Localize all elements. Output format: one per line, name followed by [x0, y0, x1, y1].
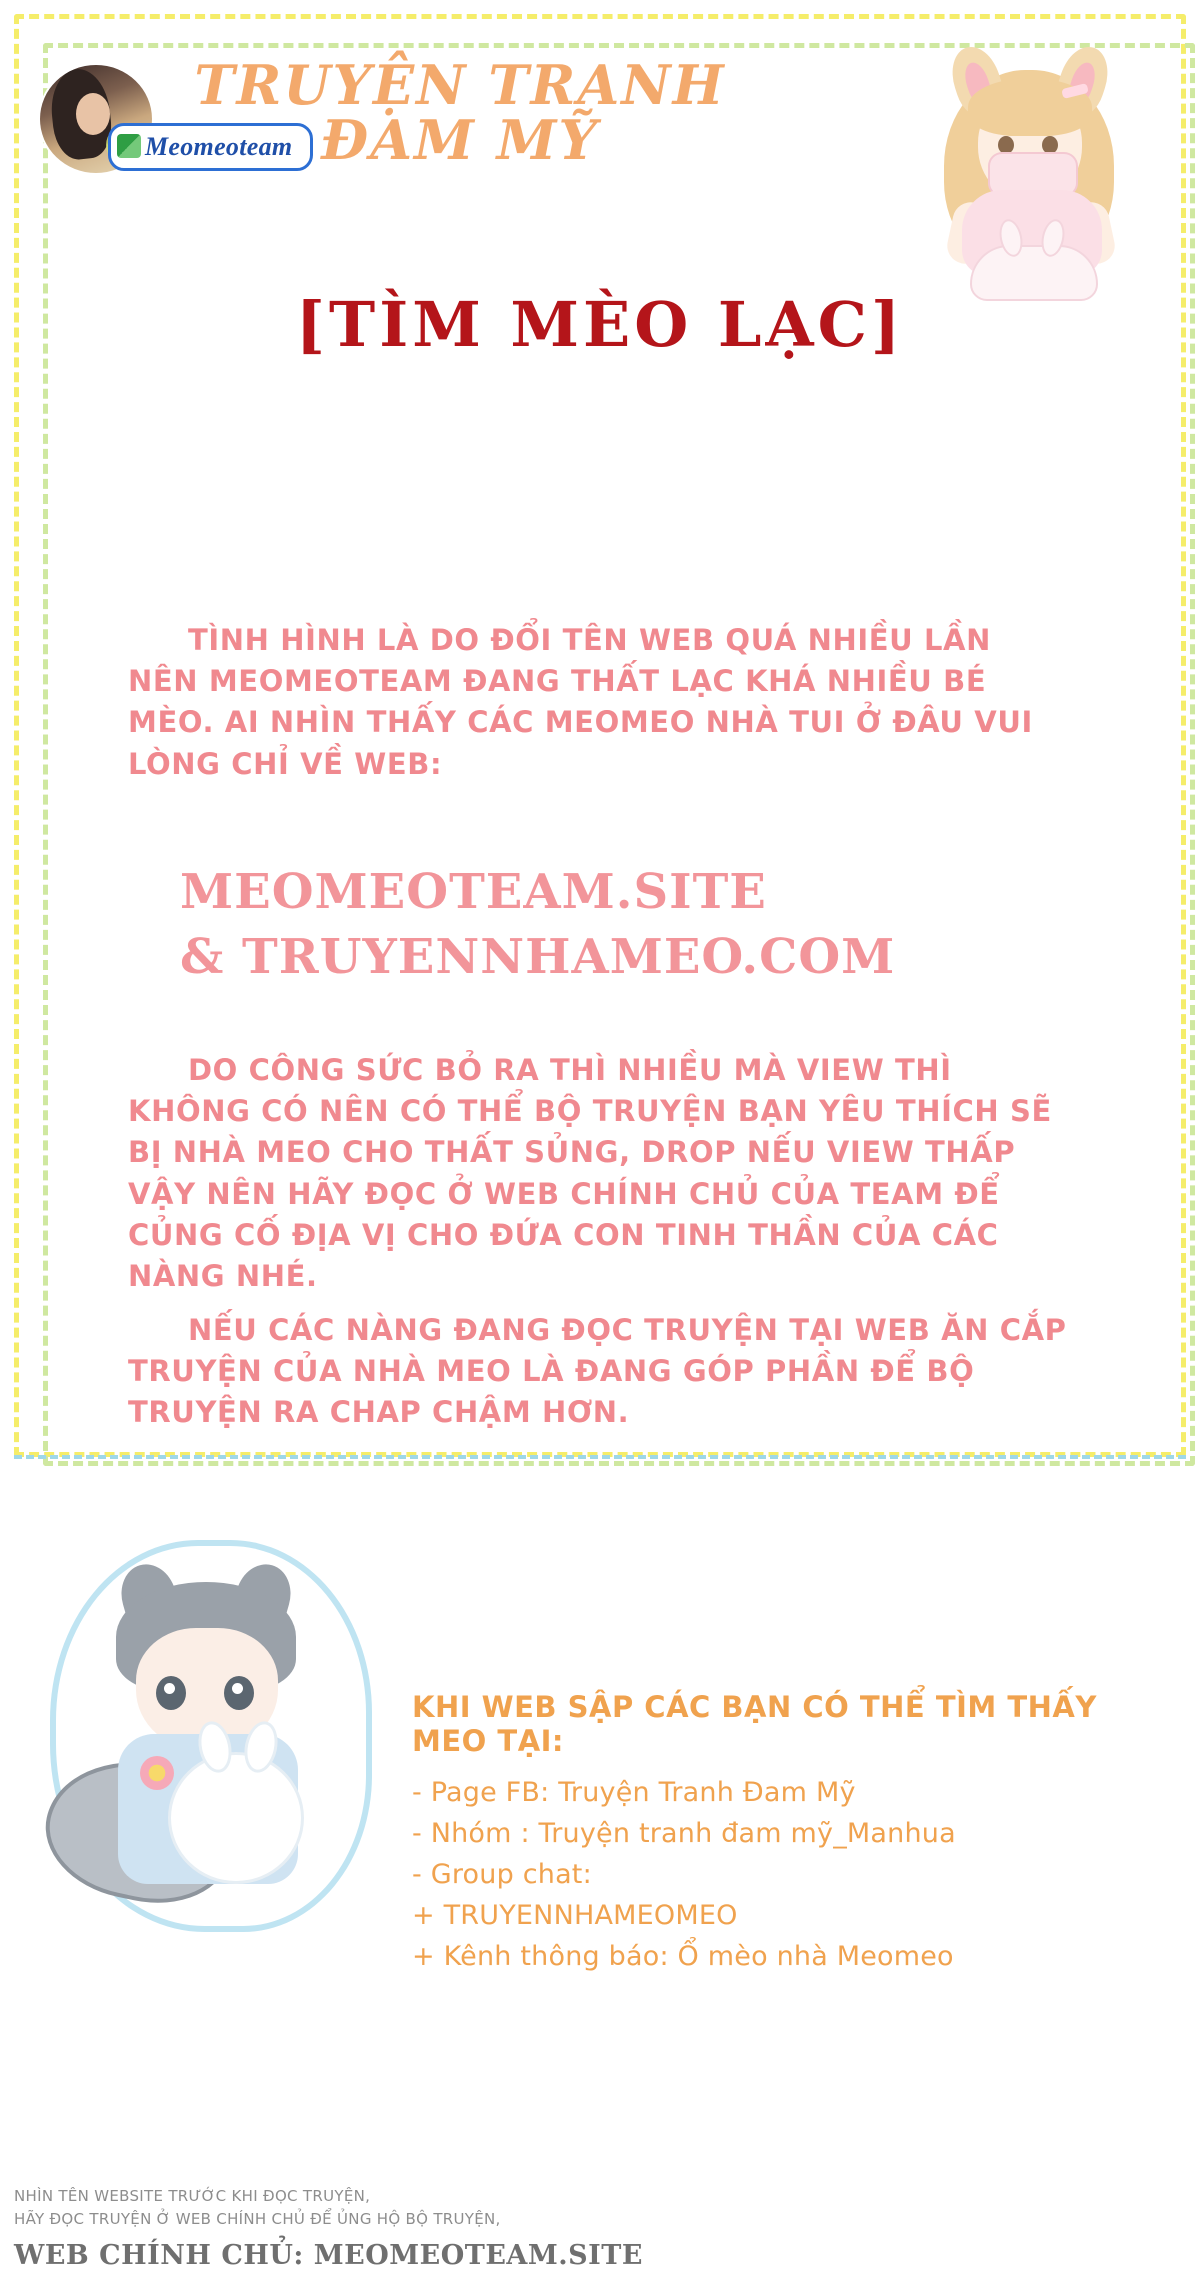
- contact-line-channel: + Kênh thông báo: Ổ mèo nhà Meomeo: [412, 1941, 954, 1973]
- page-title: [TÌM MÈO LẠC]: [295, 288, 905, 361]
- contact-title: KHI WEB SẬP CÁC BẠN CÓ THỂ TÌM THẤY MEO TẠI:: [412, 1690, 1097, 1758]
- site-url-secondary: & TRUYENNHAMEO.COM: [180, 928, 896, 985]
- wolf-boy-eye-left: [156, 1676, 186, 1710]
- site-url-primary: MEOMEOTEAM.SITE: [180, 864, 767, 920]
- notice-paragraph-2: DO CÔNG SỨC BỎ RA THÌ NHIỀU MÀ VIEW THÌ KHÔNG CÓ NÊN CÓ THỂ BỘ TRUYỆN BẠN YÊU THÍCH SẼ BỊ NHÀ MEO CHO THẤT SỦNG, DROP NẾU VIEW THẤP VẬY NÊN HÃY ĐỌC Ở WEB CHÍNH CHỦ CỦA TEAM ĐỂ CỦNG CỐ ĐỊA VỊ CHO ĐỨA CON TINH THẦN CỦA CÁC NÀNG NHÉ.: [128, 1053, 1052, 1293]
- footer: [14, 2185, 1186, 2271]
- notice-paragraph-1: TÌNH HÌNH LÀ DO ĐỔI TÊN WEB QUÁ NHIỀU LẦN NÊN MEOMEOTEAM ĐANG THẤT LẠC KHÁ NHIỀU BÉ MÈO. AI NHÌN THẤY CÁC MEOMEO NHÀ TUI Ở ĐÂU VUI LÒNG CHỈ VỀ WEB:: [128, 623, 1033, 781]
- official-sites: [180, 860, 1120, 990]
- chibi-wolf-boy-illustration: [40, 1520, 370, 1940]
- footer-note-line1: NHÌN TÊN WEBSITE TRƯỚC KHI ĐỌC TRUYỆN,: [14, 2187, 371, 2205]
- bunny-plush-large-icon: [168, 1752, 304, 1884]
- avatar-face-shape: [76, 93, 110, 135]
- contact-line-groupchat-name: + TRUYENNHAMEOMEO: [412, 1900, 738, 1932]
- header: [0, 30, 1200, 280]
- site-title-line1: TRUYỆN TRANH: [194, 53, 726, 117]
- flower-accent-icon: [140, 1756, 174, 1790]
- contact-line-groupchat: - Group chat:: [412, 1859, 592, 1891]
- site-title: [180, 53, 740, 173]
- footer-note-line2: HÃY ĐỌC TRUYỆN Ở WEB CHÍNH CHỦ ĐỂ ỦNG HỘ BỘ TRUYỆN,: [14, 2209, 501, 2228]
- contact-line-fanpage: - Page FB: Truyện Tranh Đam Mỹ: [412, 1777, 856, 1808]
- decorative-divider-bottom: [14, 1455, 1186, 1459]
- site-title-line2: ĐAM MỸ: [321, 108, 599, 173]
- logo-team-name: Meomeoteam: [108, 123, 313, 171]
- footer-official-site: WEB CHÍNH CHỦ: MEOMEOTEAM.SITE: [14, 2240, 643, 2271]
- notice-paragraph-3: NẾU CÁC NÀNG ĐANG ĐỌC TRUYỆN TẠI WEB ĂN CẮP TRUYỆN CỦA NHÀ MEO LÀ ĐANG GÓP PHẦN ĐỂ BỘ TRUYỆN RA CHAP CHẬM HƠN.: [128, 1313, 1067, 1430]
- chibi-girl-illustration: [910, 40, 1150, 305]
- wolf-boy-eye-right: [224, 1676, 254, 1710]
- contact-line-group: - Nhóm : Truyện tranh đam mỹ_Manhua: [412, 1818, 956, 1850]
- contact-block: [412, 1690, 1132, 1977]
